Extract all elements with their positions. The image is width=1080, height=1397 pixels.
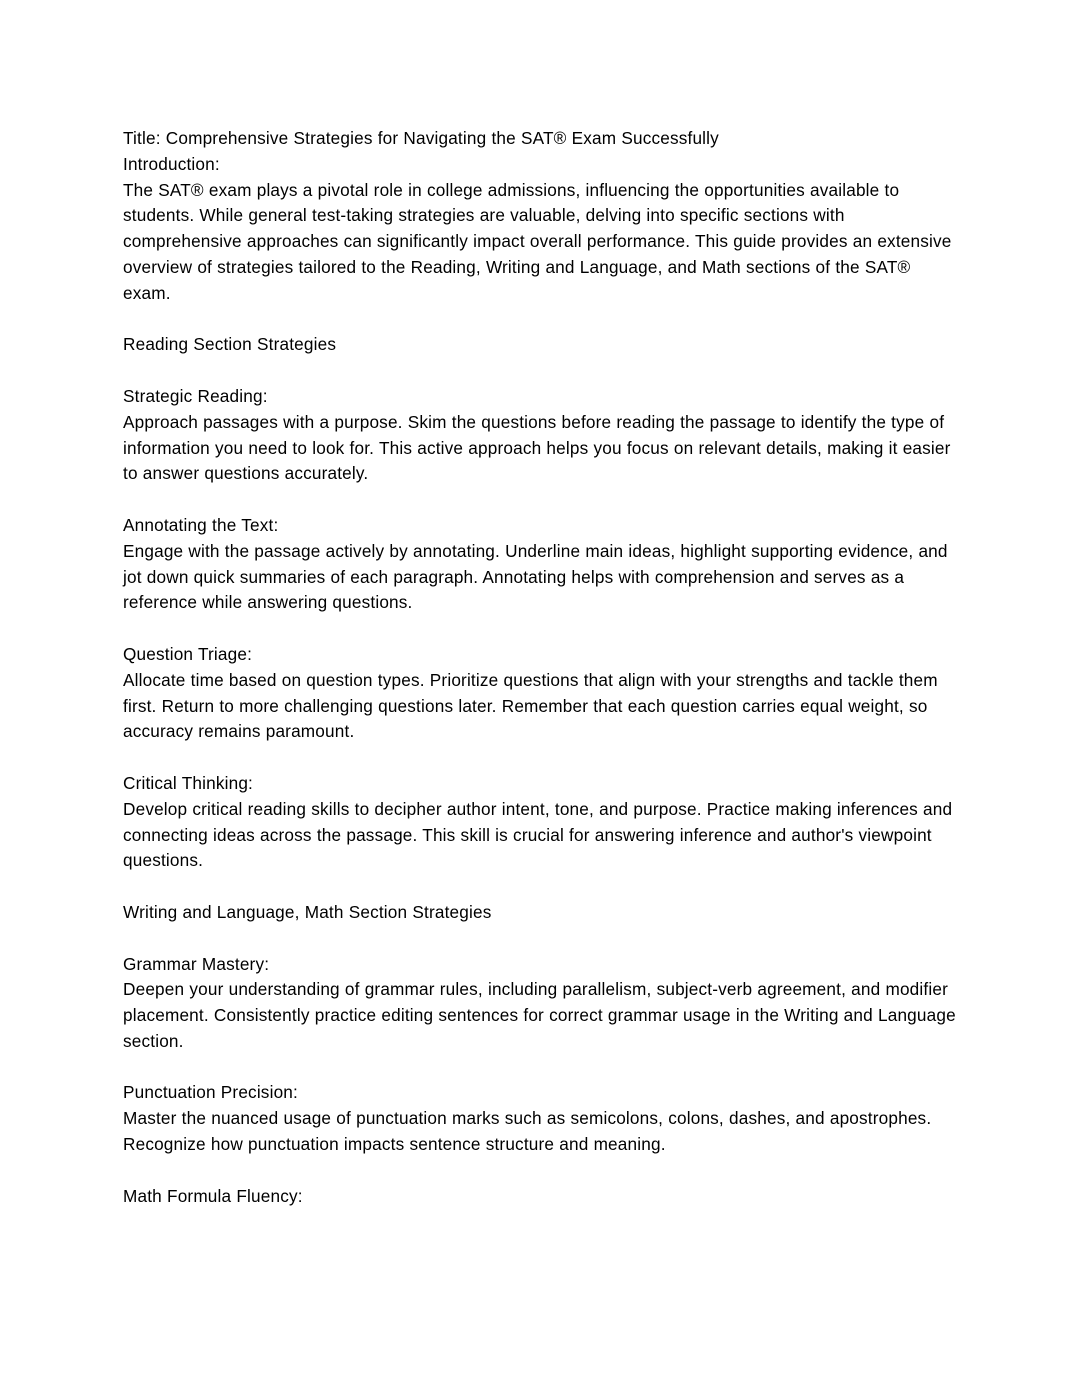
blank-line: [123, 745, 957, 771]
blank-line: [123, 926, 957, 952]
blank-line: [123, 1158, 957, 1184]
annotating-the-text-paragraph: Engage with the passage actively by annotating. Underline main ideas, highlight supporting evidence, and jot down quick summaries of each paragraph. Annotating helps with comprehension and serves as a reference while answering questions.: [123, 540, 948, 613]
introduction-paragraph: The SAT® exam plays a pivotal role in college admissions, influencing the opportunities available to students. While general test-taking strategies are valuable, delving into specific sections with comprehensive approaches can significantly impact overall performance. This guide provides an extensive overview of strategies tailored to the Reading, Writing and Language, and Math sections of the SAT® exam.: [123, 179, 952, 303]
question-triage-heading: Question Triage:: [123, 643, 253, 664]
annotating-the-text-heading: Annotating the Text:: [123, 514, 279, 535]
blank-line: [123, 307, 957, 333]
document-text-body: [123, 126, 957, 1209]
reading-section-heading: Reading Section Strategies: [123, 334, 337, 355]
writing-math-section-heading: Writing and Language, Math Section Strategies: [123, 901, 492, 922]
document-title-line: Title: Comprehensive Strategies for Navigating the SAT® Exam Successfully: [123, 128, 719, 148]
blank-line: [123, 616, 957, 642]
blank-line: [123, 487, 957, 513]
grammar-mastery-heading: Grammar Mastery:: [123, 953, 270, 974]
blank-line: [123, 358, 957, 384]
strategic-reading-paragraph: Approach passages with a purpose. Skim the questions before reading the passage to identify the type of information you need to look for. This active approach helps you focus on relevant details, making it easier to answer questions accurately.: [123, 411, 951, 484]
punctuation-precision-paragraph: Master the nuanced usage of punctuation marks such as semicolons, colons, dashes, and apostrophes. Recognize how punctuation impacts sentence structure and meaning.: [123, 1108, 932, 1155]
math-formula-fluency-heading: Math Formula Fluency:: [123, 1185, 303, 1206]
punctuation-precision-heading: Punctuation Precision:: [123, 1082, 298, 1103]
critical-thinking-paragraph: Develop critical reading skills to decipher author intent, tone, and purpose. Practice making inferences and connecting ideas across the passage. This skill is crucial for answering inference and author's viewpoint questions.: [123, 798, 953, 871]
question-triage-paragraph: Allocate time based on question types. Prioritize questions that align with your strengths and tackle them first. Return to more challenging questions later. Remember that each question carries equal weight, so accuracy remains paramount.: [123, 669, 938, 742]
blank-line: [123, 1055, 957, 1081]
introduction-heading: Introduction:: [123, 153, 220, 174]
critical-thinking-heading: Critical Thinking:: [123, 772, 253, 793]
grammar-mastery-paragraph: Deepen your understanding of grammar rules, including parallelism, subject-verb agreement, and modifier placement. Consistently practice editing sentences for correct grammar usage in the Writing and Language section.: [123, 979, 956, 1051]
strategic-reading-heading: Strategic Reading:: [123, 385, 268, 406]
blank-line: [123, 874, 957, 900]
